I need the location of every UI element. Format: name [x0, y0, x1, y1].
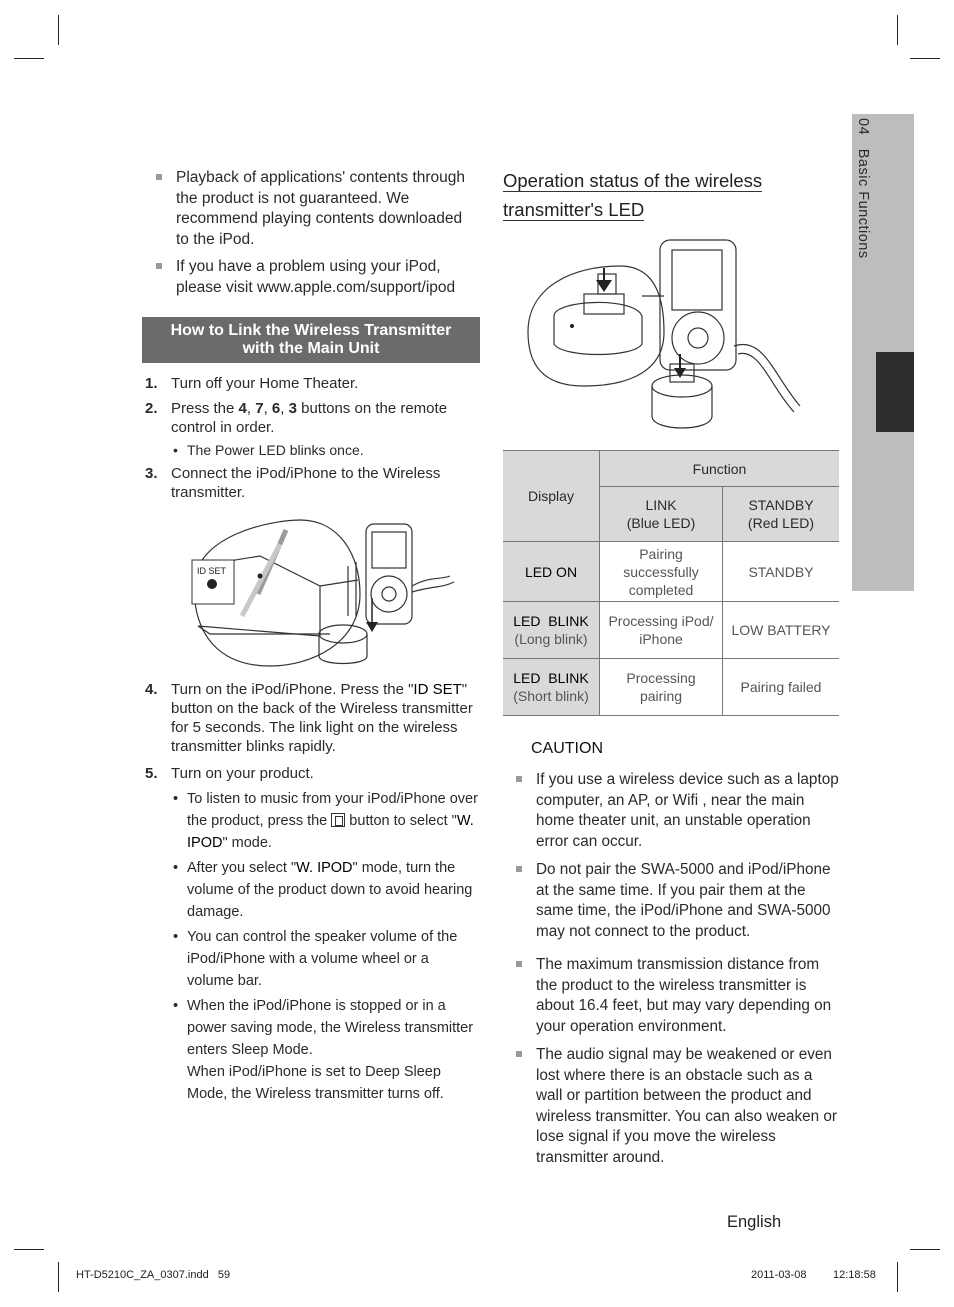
chapter-tab-active [876, 352, 914, 432]
id-set-label: ID SET [197, 566, 227, 576]
header-link: LINK (Blue LED) [600, 487, 723, 542]
step-5: 5. Turn on your product. • To listen to music from your iPod/iPhone over the product, press the button to select "W. IPOD" mode. • After you select "W. IPOD" mode, turn the volume of the product down to avoid hearing damage. • You can control the speaker volume of the iPod/iPhone with a volume wheel or a volume bar. • When the iPod/iPhone is stopped or in a power saving mode, the Wireless transmitter enters Sleep Mode. When iPod/iPhone is set to Deep Sleep Mode, the Wireless transmitter turns off. [145, 764, 479, 1105]
right-heading-line1: Operation status of the wireless [503, 170, 763, 191]
section-heading [142, 317, 480, 363]
table-row [503, 602, 839, 659]
step-5-bullet: • You can control the speaker volume of the iPod/iPhone with a volume wheel or a volume bar. [171, 926, 479, 992]
table-row [503, 542, 839, 602]
footer-date: 2011-03-08 [751, 1269, 807, 1281]
crop-mark [58, 15, 59, 45]
led-status-table [503, 450, 839, 716]
row-standby: Pairing failed [723, 659, 840, 716]
id-set-illustration [180, 516, 460, 672]
crop-mark [910, 1249, 940, 1250]
row-link: Processing pairing [600, 659, 723, 716]
wireless-ipod-icon [331, 813, 345, 827]
crop-mark [897, 15, 898, 45]
note-item: Playback of applications' contents through the product is not guaranteed. We recommend playing contents downloaded to the iPod. [156, 168, 474, 250]
caution-list [516, 770, 842, 1175]
caution-item: The maximum transmission distance from the product to the wireless transmitter is about 16.4 feet, but may vary depending on your operation environment. [516, 955, 842, 1037]
row-display: LED BLINK (Short blink) [503, 659, 600, 716]
chapter-label [855, 118, 871, 259]
step-2: 2. Press the 4, 7, 6, 3 buttons on the remote control in order. • The Power LED blinks once. [145, 399, 479, 461]
row-link: Pairing successfully completed [600, 542, 723, 602]
caution-title: CAUTION [531, 740, 603, 757]
page-language: English [727, 1213, 782, 1231]
table-row [503, 659, 839, 716]
right-heading-line2: transmitter's LED [503, 199, 645, 220]
row-display: LED ON [503, 542, 600, 602]
row-standby: LOW BATTERY [723, 602, 840, 659]
right-heading [503, 166, 762, 224]
crop-mark [14, 1249, 44, 1250]
row-display: LED BLINK (Long blink) [503, 602, 600, 659]
step-5-bullet: • After you select "W. IPOD" mode, turn the volume of the product down to avoid hearing damage. [171, 857, 479, 923]
notes-list [156, 168, 474, 305]
header-standby: STANDBY (Red LED) [723, 487, 840, 542]
steps-1-3 [145, 374, 479, 508]
section-heading-text: How to Link the Wireless Transmitter with the Main Unit [170, 322, 452, 357]
caution-item: If you use a wireless device such as a laptop computer, an AP, or Wifi , near the main home theater unit, an unstable operation error can occur. [516, 770, 842, 852]
crop-mark [58, 1262, 59, 1292]
step-5-bullet: • When the iPod/iPhone is stopped or in a power saving mode, the Wireless transmitter enters Sleep Mode. When iPod/iPhone is set to Deep Sleep Mode, the Wireless transmitter turns off. [171, 995, 479, 1105]
transmitter-illustration [524, 236, 808, 444]
row-standby: STANDBY [723, 542, 840, 602]
step-4: 4. Turn on the iPod/iPhone. Press the "ID SET" button on the back of the Wireless transmitter for 5 seconds. The link light on the wireless transmitter blinks rapidly. [145, 681, 473, 755]
header-display: Display [503, 451, 600, 542]
step-2-sub: • The Power LED blinks once. [171, 439, 479, 461]
step-5-bullets [171, 788, 479, 1105]
caution-item: The audio signal may be weakened or even lost where there is an obstacle such as a wall or partition between the product and wireless transmitter. You can also weaken or lose signal if you move the wireless transmitter around. [516, 1045, 842, 1168]
chapter-title: Basic Functions [855, 148, 871, 259]
footer-time: 12:18:58 [833, 1269, 876, 1281]
crop-mark [910, 58, 940, 59]
crop-mark [897, 1262, 898, 1292]
note-item: If you have a problem using your iPod, please visit www.apple.com/support/ipod [156, 257, 474, 298]
chapter-number: 04 [855, 118, 871, 136]
footer-file: HT-D5210C_ZA_0307.indd 59 [76, 1269, 231, 1281]
steps-4-5 [145, 680, 479, 1111]
row-link: Processing iPod/ iPhone [600, 602, 723, 659]
caution-item: Do not pair the SWA-5000 and iPod/iPhone at the same time. If you pair them at the same time, the iPod/iPhone and SWA-5000 may not connect to the product. [516, 860, 842, 942]
header-function: Function [600, 451, 840, 487]
step-5-bullet: • To listen to music from your iPod/iPhone over the product, press the button to select "W. IPOD" mode. [171, 788, 479, 854]
step-1: 1. Turn off your Home Theater. [145, 375, 359, 392]
crop-mark [14, 58, 44, 59]
step-3: 3. Connect the iPod/iPhone to the Wireless transmitter. [145, 465, 441, 501]
